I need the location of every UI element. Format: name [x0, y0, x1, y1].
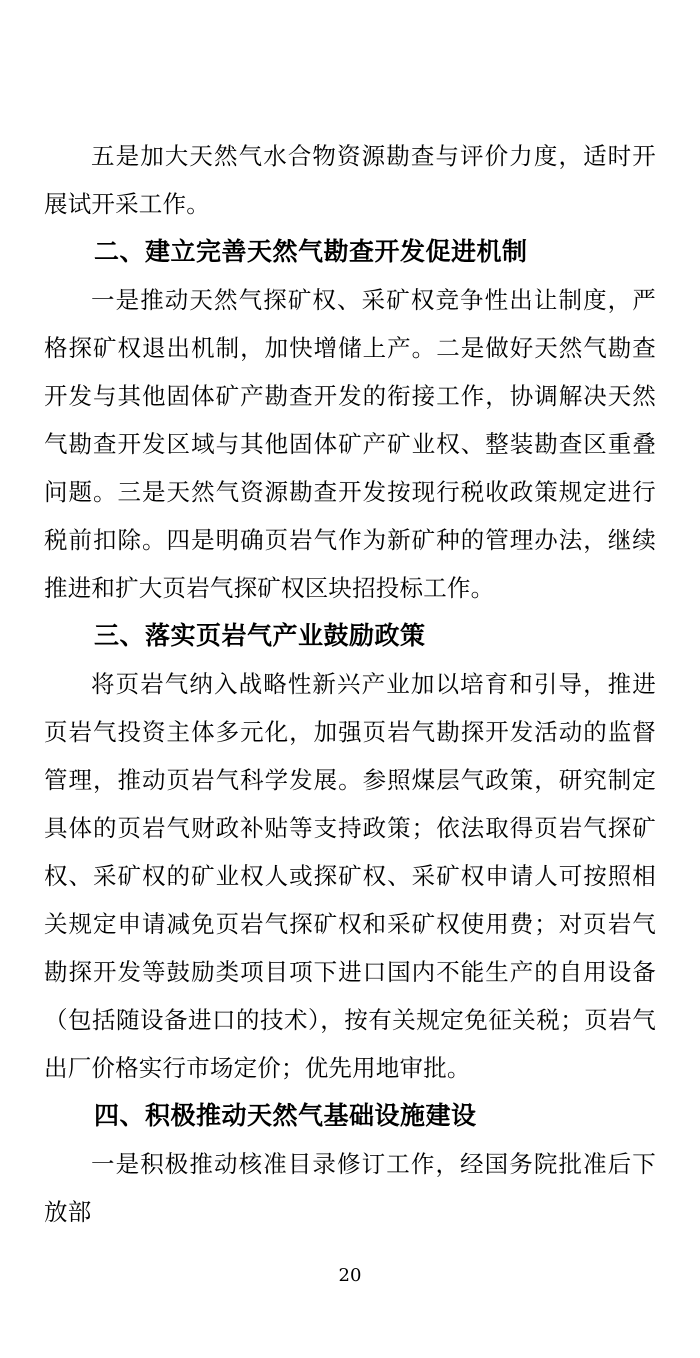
page-number: 20 [338, 1265, 362, 1286]
heading-section-three: 三、落实页岩气产业鼓励政策 [94, 621, 426, 650]
heading-section-two: 二、建立完善天然气勘查开发促进机制 [94, 237, 528, 266]
paragraph-section-three-body: 将页岩气纳入战略性新兴产业加以培育和引导，推进页岩气投资主体多元化，加强页岩气勘探开发活动的监督管理，推动页岩气科学发展。参照煤层气政策，研究制定具体的页岩气财政补贴等支持政策；依法取得页岩气探矿权、采矿权的矿业权人或探矿权、采矿权申请人可按照相关规定申请减免页岩气探矿权和采矿权使用费；对页岩气勘探开发等鼓励类项目项下进口国内不能生产的自用设备（包括随设备进口的技术），按有关规定免征关税；页岩气出厂价格实行市场定价；优先用地审批。 [44, 670, 656, 1082]
paragraph-item-five: 五是加大天然气水合物资源勘查与评价力度，适时开展试开采工作。 [44, 142, 656, 218]
paragraph-section-four-body: 一是积极推动核准目录修订工作，经国务院批准后下放部 [44, 1150, 656, 1226]
paragraph-section-two-body: 一是推动天然气探矿权、采矿权竞争性出让制度，严格探矿权退出机制，加快增储上产。二是做好天然气勘查开发与其他固体矿产勘查开发的衔接工作，协调解决天然气勘查开发区域与其他固体矿产矿业权、整装勘查区重叠问题。三是天然气资源勘查开发按现行税收政策规定进行税前扣除。四是明确页岩气作为新矿种的管理办法，继续推进和扩大页岩气探矿权区块招投标工作。 [44, 286, 656, 602]
heading-section-four: 四、积极推动天然气基础设施建设 [94, 1101, 477, 1130]
